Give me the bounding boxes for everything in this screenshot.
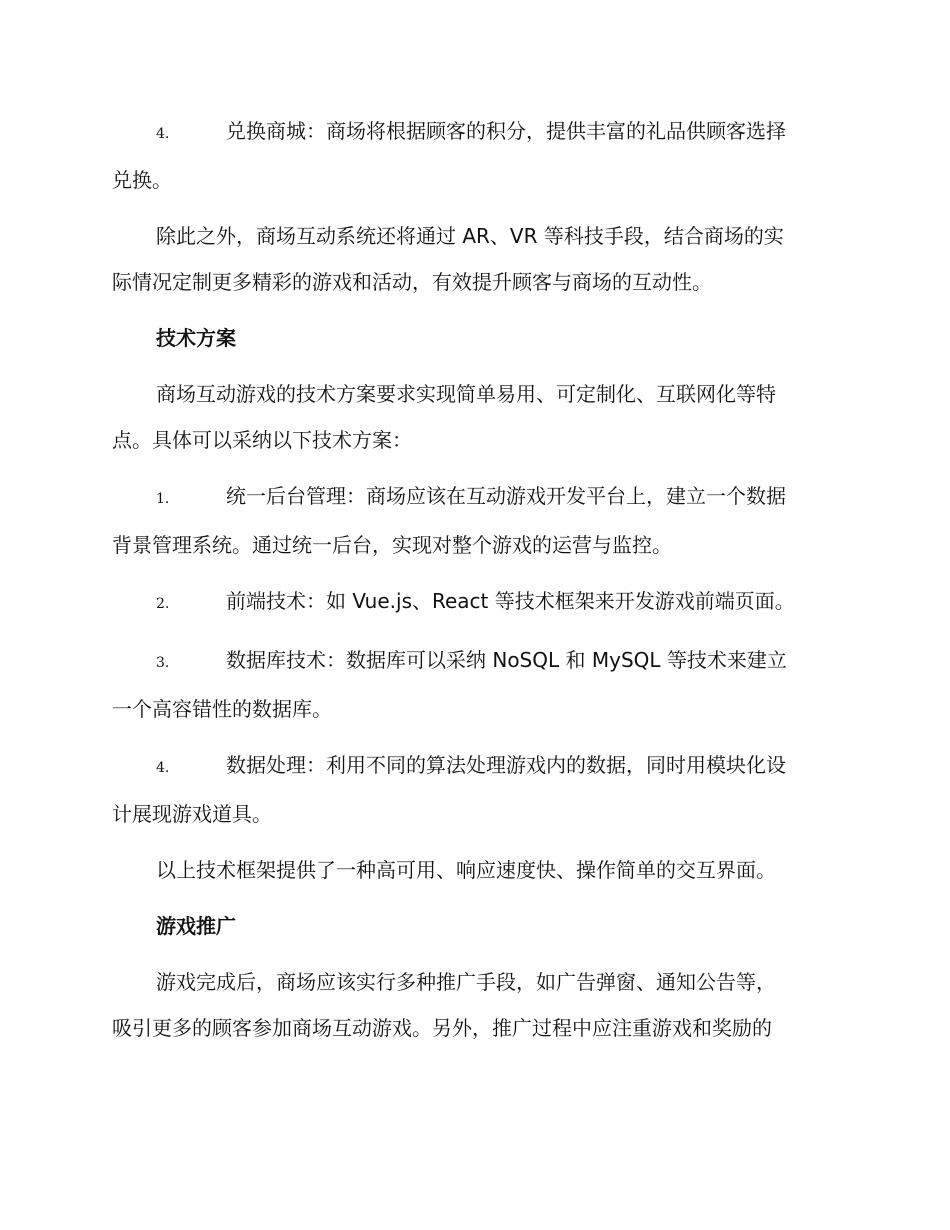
list-item-line xyxy=(112,637,836,686)
paragraph-tech-intro xyxy=(112,371,836,463)
list-item-backend xyxy=(112,473,836,568)
list-item-line xyxy=(112,578,836,627)
paragraph-line: 除此之外，商场互动系统还将通过 AR、VR 等科技手段，结合商场的实 xyxy=(156,224,784,248)
paragraph-line: 吸引更多的顾客参加商场互动游戏。另外，推广过程中应注重游戏和奖励的 xyxy=(112,1016,772,1040)
list-number: 1. xyxy=(156,491,170,507)
list-item-continuation: 背景管理系统。通过统一后台，实现对整个游戏的运营与监控。 xyxy=(112,533,672,557)
list-number: 2. xyxy=(156,596,170,612)
list-item-line xyxy=(112,473,836,522)
paragraph-line: 际情况定制更多精彩的游戏和活动，有效提升顾客与商场的互动性。 xyxy=(112,270,712,294)
section-heading-tech: 技术方案 xyxy=(156,326,236,350)
list-item-line xyxy=(112,108,836,157)
list-item-text: 兑换商城：商场将根据顾客的积分，提供丰富的礼品供顾客选择 xyxy=(226,119,786,143)
list-item-text: 统一后台管理：商场应该在互动游戏开发平台上，建立一个数据 xyxy=(226,484,786,508)
list-item-frontend xyxy=(112,578,836,627)
section-heading-promo: 游戏推广 xyxy=(156,914,236,938)
list-number: 4. xyxy=(156,126,170,142)
list-item-line xyxy=(112,742,836,791)
list-item-data-processing xyxy=(112,742,836,837)
paragraph-line: 商场互动游戏的技术方案要求实现简单易用、可定制化、互联网化等特 xyxy=(156,382,776,406)
paragraph-line: 游戏完成后，商场应该实行多种推广手段，如广告弹窗、通知公告等， xyxy=(156,970,776,994)
paragraph-line: 以上技术框架提供了一种高可用、响应速度快、操作简单的交互界面。 xyxy=(156,858,776,882)
paragraph-promo xyxy=(112,959,836,1051)
list-item-continuation: 兑换。 xyxy=(112,168,172,192)
list-item-text: 数据库技术：数据库可以采纳 NoSQL 和 MySQL 等技术来建立 xyxy=(226,648,787,672)
paragraph-ar-vr xyxy=(112,213,836,305)
list-item-redeem-mall xyxy=(112,108,836,203)
list-item-text: 数据处理：利用不同的算法处理游戏内的数据，同时用模块化设 xyxy=(226,753,786,777)
document-page xyxy=(112,108,836,1061)
list-item-continuation: 计展现游戏道具。 xyxy=(112,802,272,826)
paragraph-line: 点。具体可以采纳以下技术方案： xyxy=(112,428,412,452)
list-item-continuation: 一个高容错性的数据库。 xyxy=(112,697,332,721)
paragraph-tech-summary xyxy=(112,847,836,893)
list-number: 4. xyxy=(156,760,170,776)
list-item-database xyxy=(112,637,836,732)
list-number: 3. xyxy=(156,655,170,671)
list-item-text: 前端技术：如 Vue.js、React 等技术框架来开发游戏前端页面。 xyxy=(226,589,795,613)
